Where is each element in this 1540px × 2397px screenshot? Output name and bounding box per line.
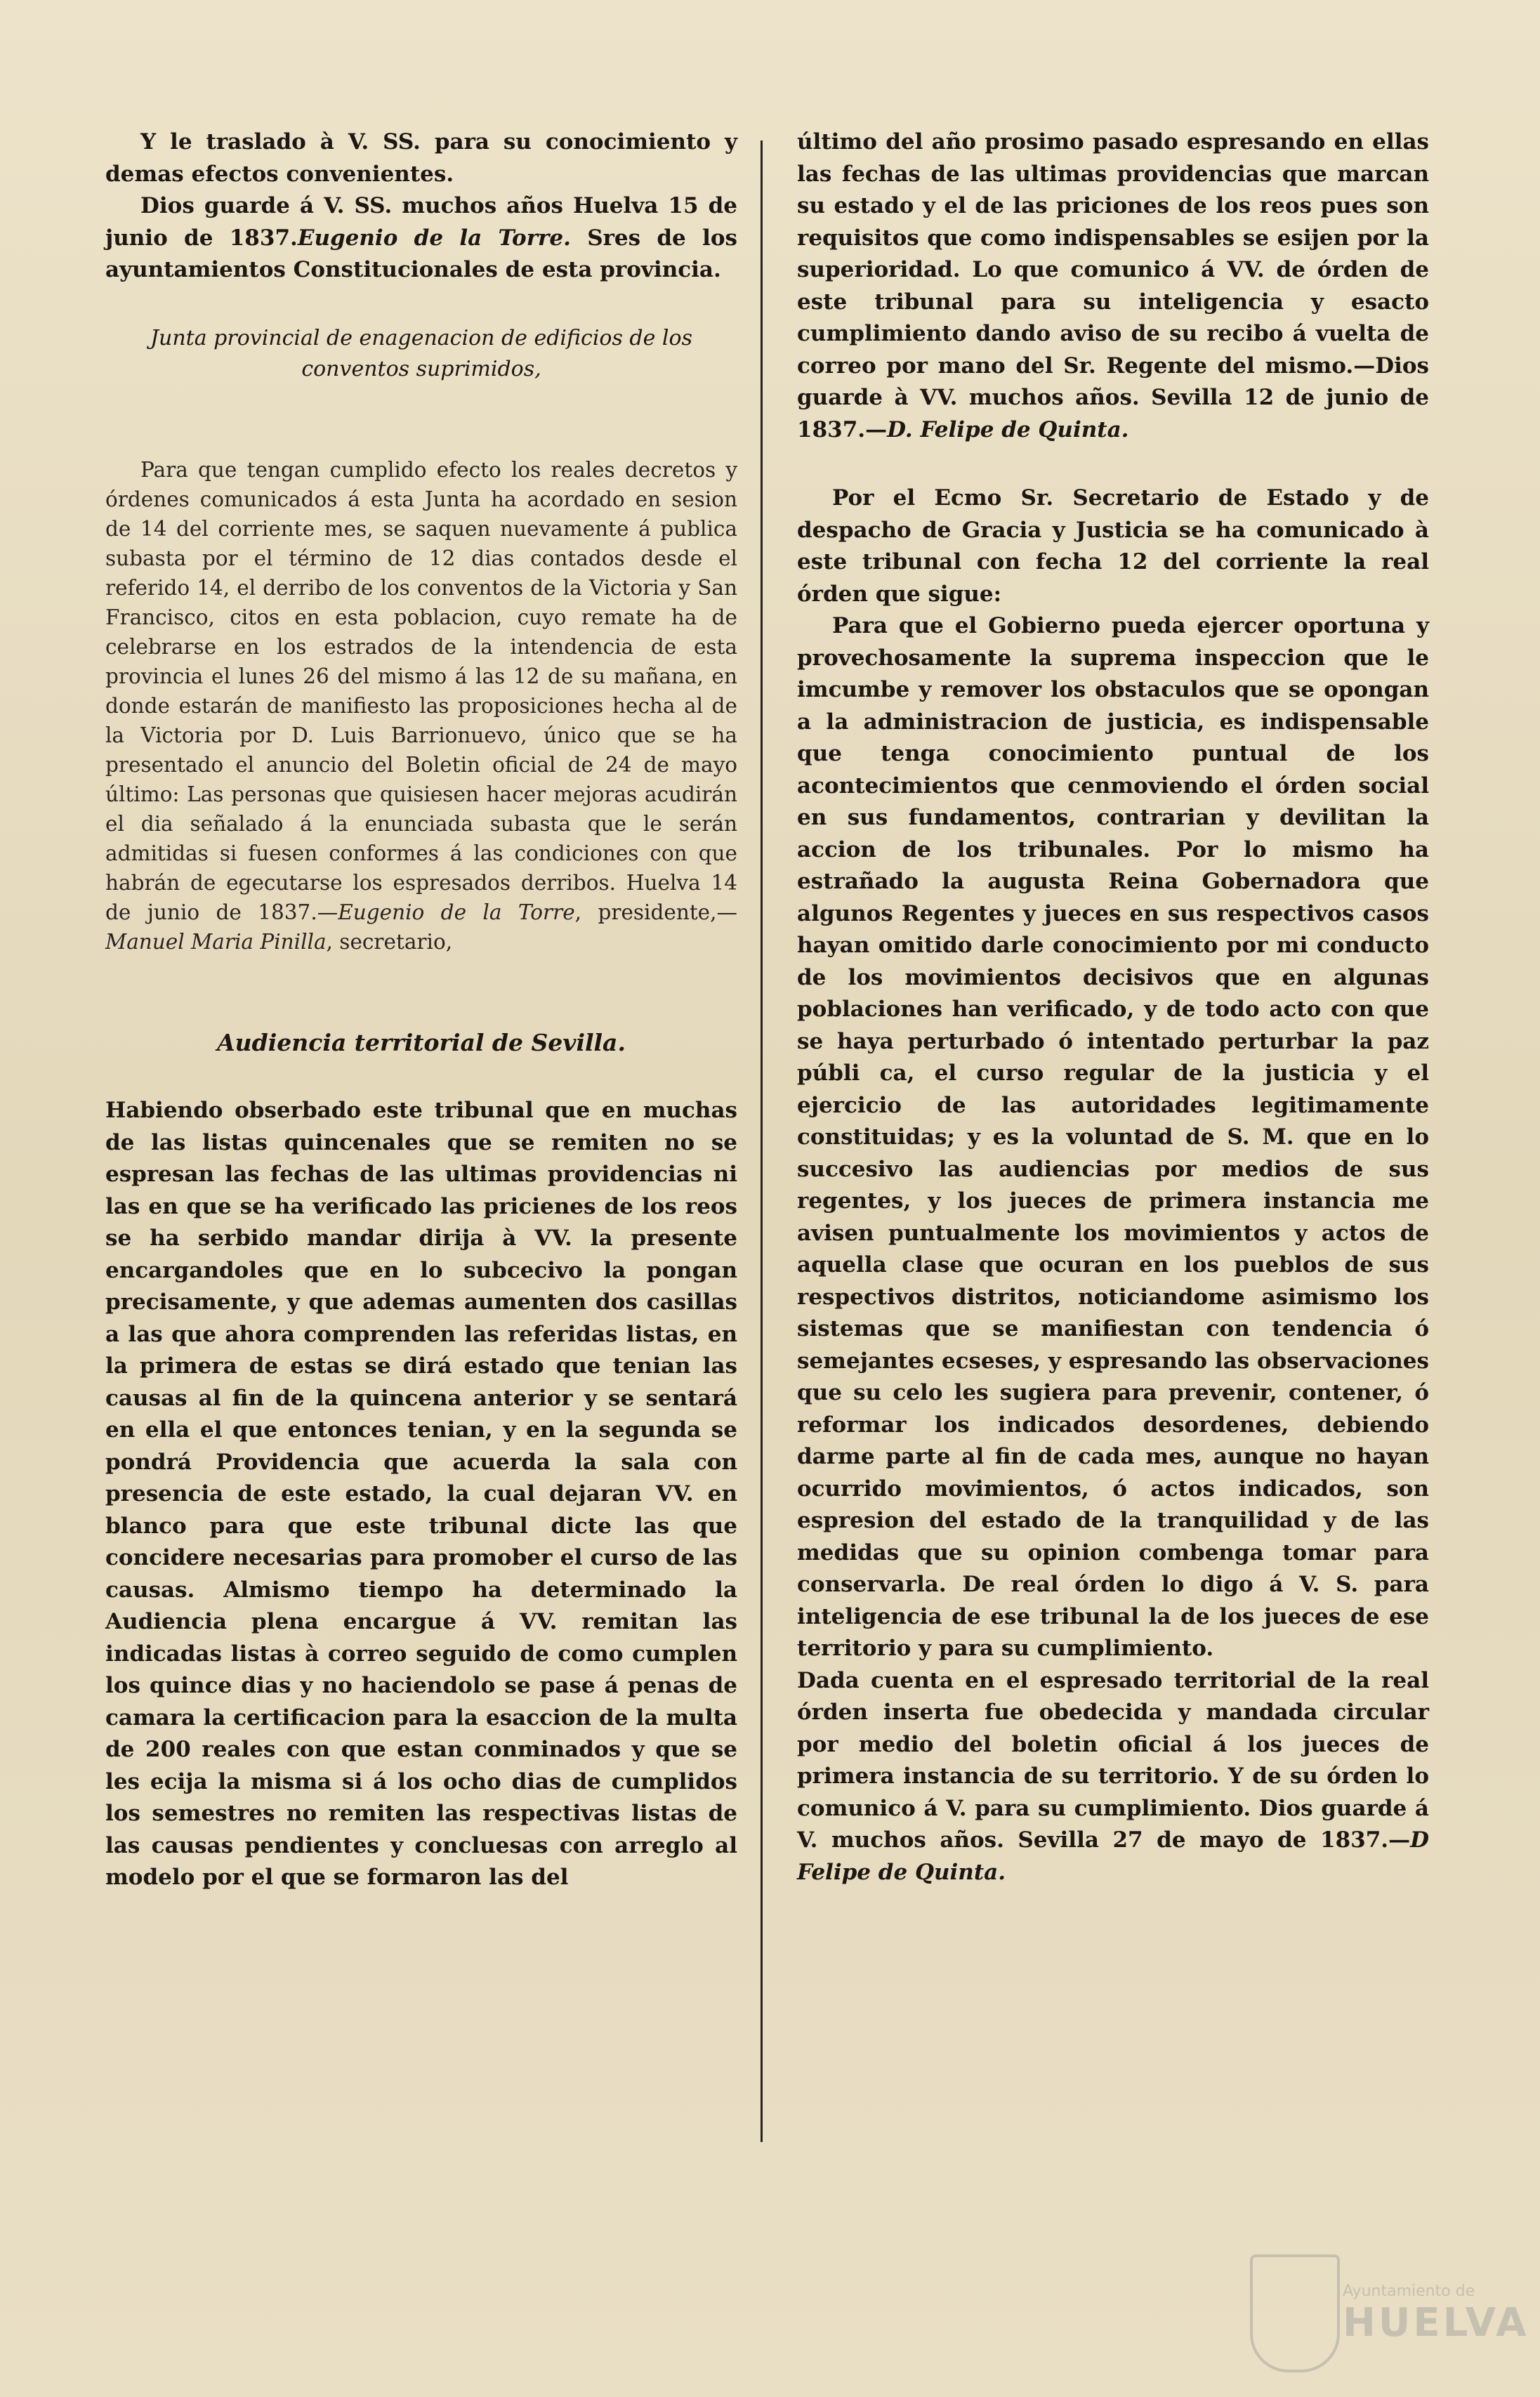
- closing-signature: Eugenio de la Torre.: [297, 225, 571, 251]
- left-column: [105, 126, 737, 1894]
- watermark-small-text: Ayuntamiento de: [1343, 2283, 1475, 2300]
- dated-closing: [105, 190, 737, 287]
- watermark-text: [1343, 2283, 1529, 2346]
- final-signature: D Felipe de Quinta.: [797, 1827, 1429, 1885]
- junta-signature-1: Eugenio de la Torre: [338, 900, 575, 924]
- real-orden-intro: Por el Ecmo Sr. Secretario de Estado y de despacho de Gracia y Justicia se ha comunicado à este tribunal con fecha 12 del corriente la real órden que sigue:: [797, 485, 1429, 607]
- junta-heading: Junta provincial de enagenacion de edificios de los conventos suprimidos,: [150, 325, 692, 381]
- column-divider: [761, 140, 763, 2142]
- continuation-signature: D. Felipe de Quinta.: [887, 416, 1129, 442]
- final-paragraph: [797, 1665, 1429, 1889]
- audiencia-body: Habiendo obserbado este tribunal que en muchas de las listas quincenales que se remiten no se espresan las fechas de las ultimas providencias ni las en que se ha verificado las pricienes de los reos se ha serbido mandar dirija à VV. la presente encargandoles que en lo subcecivo la pongan precisamente, y que ademas aumenten dos casillas a las que ahora comprenden las referidas listas, en la primera de estas se dirá estado que tenian las causas al fin de la quincena anterior y se sentará en ella el que entonces tenian, y en la segunda se pondrá Providencia que acuerda la sala con presencia de este estado, la cual dejaran VV. en blanco para que este tribunal dicte las que concidere necesarias para promober el curso de las causas. Almismo tiempo ha determinado la Audiencia plena encargue á VV. remitan las indicadas listas à correo seguido de como cumplen los quince dias y no haciendolo se pase á penas de camara la certificacion para la esaccion de la multa de 200 reales con que estan conminados y que se les ecija la misma si á los ocho dias de cumplidos los semestres no remiten las respectivas listas de las causas pendientes y concluesas con arreglo al modelo por el que se formaron las del: [105, 1098, 737, 1890]
- ayuntamiento-watermark: [1250, 2254, 1529, 2374]
- watermark-big-text: HUELVA: [1343, 2300, 1529, 2346]
- continuation-paragraph: [797, 126, 1429, 446]
- junta-signature-2: Manuel Maria Pinilla: [105, 929, 327, 954]
- junta-body: Para que tengan cumplido efecto los reales decretos y órdenes comunicados á esta Junta ha acordado en sesion de 14 del corriente mes, se saquen nuevamente á publica subasta por el término de 12 dias contados desde el referido 14, el derribo de los conventos de la Victoria y San Francisco, citos en esta poblacion, cuyo remate ha de celebrarse en los estrados de la intendencia de esta provincia el lunes 26 del mismo á las 12 de su mañana, en donde estarán de manifiesto las proposiciones hecha al de la Victoria por D. Luis Barrionuevo, único que se ha presentado el anuncio del Boletin oficial de 24 de mayo último: Las personas que quisiesen hacer mejoras acudirán el dia señalado á la enunciada subasta que le serán admitidas si fuesen conformes á las condiciones con que habrán de egecutarse los espresados derribos. Huelva 14 de junio de 1837.—: [105, 457, 737, 924]
- audiencia-heading: Audiencia territorial de Sevilla.: [217, 1028, 626, 1056]
- closing-addressee: Sres de los ayuntamientos Constitucionales de esta provincia.: [105, 225, 737, 282]
- real-orden-body: Para que el Gobierno pueda ejercer oportuna y provechosamente la suprema inspeccion que le imcumbe y remover los obstaculos que se opongan a la administracion de justicia, es indispensable que tenga conocimiento puntual de los acontecimientos que cenmoviendo el órden social en sus fundamentos, contrarian y devilitan la accion de los tribunales. Por lo mismo ha estrañado la augusta Reina Gobernadora que algunos Regentes y jueces en sus respectivos casos hayan omitido darle conocimiento por mi conducto de los movimientos decisivos que en algunas poblaciones han verificado, y de todo acto con que se haya perturbado ó intentado perturbar la paz públi ca, el curso regular de la justicia y el ejercicio de las autoridades legitimamente constituidas; y es la voluntad de S. M. que en lo succesivo las audiencias por medios de sus regentes, y los jueces de primera instancia me avisen puntualmente los movimientos y actos de aquella clase que ocuran en los pueblos de sus respectivos distritos, noticiandome asimismo los sistemas que se manifiestan con tendencia ó semejantes ecseses, y espresando las observaciones que su celo les sugiera para prevenir, contener, ó reformar los indicados desordenes, debiendo darme parte al fin de cada mes, aunque no hayan ocurrido movimientos, ó actos indicados, son espresion del estado de la tranquilidad y de las medidas que su opinion combenga tomar para conservarla. De real órden lo digo á V. S. para inteligencia de ese tribunal la de los jueces de ese territorio y para su cumplimiento.: [797, 613, 1429, 1661]
- continuation-text: último del año prosimo pasado espresando en ellas las fechas de las ultimas providencias que marcan su estado y el de las priciones de los reos pues son requisitos que como indispensables se esijen por la superioridad. Lo que comunico á VV. de órden de este tribunal para su inteligencia y esacto cumplimiento dando aviso de su recibo á vuelta de correo por mano del Sr. Regente del mismo.—Dios guarde à VV. muchos años. Sevilla 12 de junio de 1837.—: [797, 129, 1429, 442]
- junta-notice: [105, 455, 737, 957]
- junta-signature-mid: , presidente,—: [574, 900, 738, 924]
- final-text: Dada cuenta en el espresado territorial de la real órden inserta fue obedecida y mandada circular por medio del boletin oficial á los jueces de primera instancia de su territorio. Y de su órden lo comunico á V. para su cumplimiento. Dios guarde á V. muchos años. Sevilla 27 de mayo de 1837.—: [797, 1667, 1429, 1853]
- coat-of-arms-icon: [1250, 2254, 1340, 2372]
- right-column: [797, 126, 1429, 1889]
- junta-signature-end: , secretario,: [326, 929, 453, 954]
- closing-text: Dios guarde á V. SS. muchos años Huelva 15 de junio de 1837.: [105, 193, 737, 251]
- opening-paragraph: Y le traslado à V. SS. para su conocimiento y demas efectos convenientes.: [105, 129, 737, 187]
